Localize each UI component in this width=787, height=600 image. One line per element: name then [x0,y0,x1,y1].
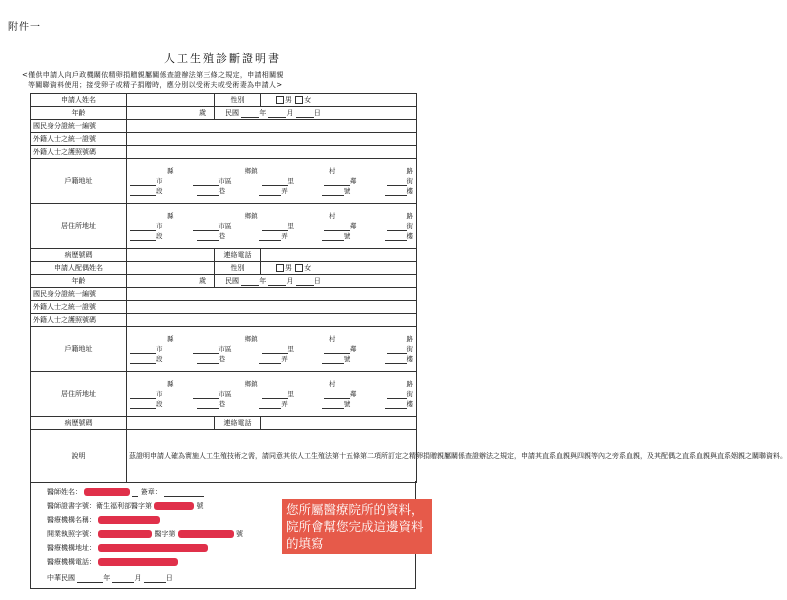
applicant-gender-label: 性別 [215,94,261,107]
issue-month-label: 月 [134,574,142,582]
address-part [387,389,414,399]
address-word: 街 [406,222,413,230]
redacted-practice-number [178,530,234,538]
blank-underline[interactable] [296,278,314,286]
applicant-national-id-field[interactable] [127,120,417,133]
address-word: 號 [343,400,351,408]
address-word: 市區 [218,345,232,353]
address-part [259,231,288,241]
address-word: 村 [328,335,336,343]
address-part [262,221,295,231]
address-part [259,354,288,364]
spouse-gender-options [261,262,417,275]
spouse-age-label: 年齡 [31,275,127,288]
spouse-foreign-uniform-field[interactable] [127,301,417,314]
address-part [387,344,414,354]
applicant-female-label: 女 [304,96,312,104]
address-word: 市 [156,390,163,398]
spouse-gender-label: 性別 [215,262,261,275]
address-part [387,176,414,186]
blank-underline[interactable] [324,391,350,399]
blank-underline[interactable] [197,188,219,196]
address-word: 鄉鎮 [244,212,258,220]
address-word: 村 [328,167,336,175]
address-word: 路 [406,212,414,220]
address-word: 樓 [406,400,413,408]
issue-month-field[interactable] [112,575,134,583]
practice-license-middle: 醫字第 [154,530,176,538]
blank-underline[interactable] [387,178,407,186]
address-part [130,344,163,354]
annex-label: 附件一 [8,22,41,33]
blank-underline[interactable] [387,346,407,354]
issue-year-field[interactable] [77,575,103,583]
address-word: 路 [406,380,414,388]
applicant-household-label: 戶籍地址 [31,159,127,204]
address-part [387,221,414,231]
address-part [262,389,295,399]
blank-underline[interactable] [322,401,344,409]
address-word: 鄰 [350,222,357,230]
spouse-female-label: 女 [304,264,312,272]
applicant-foreign-uniform-field[interactable] [127,133,417,146]
address-word: 弄 [281,187,288,195]
address-part [322,186,351,196]
spouse-residence-address[interactable] [127,372,417,417]
address-part [324,221,357,231]
address-word: 里 [287,390,294,398]
address-line [127,211,416,221]
institution-name-row [47,515,160,525]
blank-underline[interactable] [130,223,156,231]
address-word: 弄 [281,355,288,363]
address-word: 巷 [218,187,226,195]
certificate-form-table [30,93,787,483]
applicant-age-field[interactable] [127,107,215,120]
address-part [130,389,163,399]
annotation-callout: 您所屬醫療院所的資料，院所會幫您完成這邊資料的填寫 [282,499,432,554]
practice-license-suffix: 號 [235,530,243,538]
address-word: 段 [156,400,163,408]
address-line [127,354,416,364]
address-line [127,379,416,389]
explanation-label: 說明 [31,430,127,483]
address-word: 巷 [218,232,226,240]
spouse-contact-label: 連絡電話 [215,417,261,430]
blank-underline[interactable] [385,188,407,196]
institution-phone-label: 醫療機構電話： [47,558,96,566]
issue-day-label: 日 [165,574,173,582]
address-part [262,344,295,354]
blank-underline[interactable] [193,391,219,399]
applicant-contact-field[interactable] [261,249,417,262]
physician-name-row [47,487,204,497]
address-part [259,399,288,409]
address-part [259,186,288,196]
applicant-national-id-label: 國民身分證統一編號 [31,120,127,133]
document-title: 人工生殖診斷證明書 [164,52,281,65]
address-part [130,221,163,231]
applicant-name-field[interactable] [127,94,215,107]
address-part [322,354,351,364]
spouse-male-label: 男 [285,264,292,272]
blank-underline[interactable] [324,178,350,186]
address-line [127,186,416,196]
address-word: 段 [156,187,163,195]
issue-year-label: 年 [103,574,111,582]
redacted-institution-address [98,544,208,552]
applicant-male-checkbox[interactable] [276,96,284,104]
address-line [127,176,416,186]
blank-underline[interactable] [130,346,156,354]
address-word: 鄰 [350,177,357,185]
address-word: 村 [328,380,336,388]
address-part [324,176,357,186]
applicant-name-label: 申請人姓名 [31,94,127,107]
applicant-foreign-passport-label: 外籍人士之護照號碼 [31,146,127,159]
applicant-record-field[interactable] [127,249,215,262]
address-part [193,344,232,354]
blank-underline[interactable] [241,110,259,118]
spouse-national-id-label: 國民身分證統一編號 [31,288,127,301]
address-part [130,186,163,196]
address-word: 縣 [167,335,174,343]
address-word: 縣 [167,380,174,388]
address-part [193,221,232,231]
blank-underline[interactable] [322,188,344,196]
address-part [130,399,163,409]
blank-underline[interactable] [296,110,314,118]
usage-note-line-2: 等關聯資料使用；接受卵子或精子捐贈時，應分別以受術夫或受術妻為申請人> [28,81,283,89]
spouse-age-field[interactable] [127,275,215,288]
address-word: 號 [343,355,351,363]
address-part [130,231,163,241]
address-part [130,176,163,186]
address-line [127,389,416,399]
blank-underline[interactable] [262,178,288,186]
blank-underline[interactable] [262,346,288,354]
address-word: 路 [406,335,414,343]
address-part [322,231,351,241]
spouse-record-field[interactable] [127,417,215,430]
address-word: 縣 [167,212,174,220]
address-word: 段 [156,232,163,240]
spouse-male-checkbox[interactable] [276,264,284,272]
blank-underline[interactable] [324,223,350,231]
blank-underline[interactable] [130,188,156,196]
blank-underline[interactable] [197,356,219,364]
address-part [324,344,357,354]
address-word: 村 [328,212,336,220]
address-line [127,166,416,176]
address-word: 市區 [218,177,232,185]
spouse-birth-day: 日 [313,277,321,285]
blank-underline[interactable] [193,178,219,186]
blank-underline[interactable] [385,401,407,409]
address-line [127,344,416,354]
blank-underline[interactable] [322,233,344,241]
blank-underline[interactable] [322,356,344,364]
address-part [197,354,226,364]
blank-underline[interactable] [130,178,156,186]
issue-day-field[interactable] [144,575,166,583]
redacted-physician-name [84,488,130,496]
blank-underline[interactable] [130,233,156,241]
applicant-gender-options [261,94,417,107]
issue-date-prefix: 中華民國 [47,574,75,582]
physician-license-suffix: 號 [196,502,204,510]
redacted-license-number [154,502,194,510]
address-word: 縣 [167,167,174,175]
address-word: 段 [156,355,163,363]
applicant-household-address[interactable] [127,159,417,204]
institution-address-row [47,543,208,553]
physician-sign-field[interactable] [164,489,204,497]
spouse-birth-prefix: 民國 [225,277,239,285]
physician-sign-label: 簽章： [140,488,162,496]
address-line [127,231,416,241]
address-part [193,176,232,186]
spouse-record-label: 病歷號碼 [31,417,127,430]
address-word: 市 [156,177,163,185]
spouse-female-checkbox[interactable] [295,264,303,272]
applicant-residence-label: 居住所地址 [31,204,127,249]
address-word: 里 [287,222,294,230]
address-part [197,186,226,196]
address-word: 鄉鎮 [244,380,258,388]
address-part [385,186,414,196]
blank-underline[interactable] [130,391,156,399]
institution-address-label: 醫療機構地址： [47,544,96,552]
address-word: 樓 [406,187,413,195]
applicant-foreign-uniform-label: 外籍人士之統一證號 [31,133,127,146]
address-part [262,176,295,186]
address-part [385,231,414,241]
address-word: 街 [406,390,413,398]
address-line [127,399,416,409]
address-line [127,334,416,344]
spouse-national-id-field[interactable] [127,288,417,301]
spouse-birth-month: 月 [286,277,294,285]
spouse-household-label: 戶籍地址 [31,327,127,372]
address-word: 里 [287,345,294,353]
applicant-contact-label: 連絡電話 [215,249,261,262]
spouse-age-unit: 歲 [199,277,206,285]
blank-underline[interactable] [268,278,286,286]
institution-phone-row [47,557,178,567]
address-part [385,399,414,409]
blank-underline[interactable] [259,188,281,196]
spouse-residence-label: 居住所地址 [31,372,127,417]
blank-underline[interactable] [259,356,281,364]
blank-underline[interactable] [197,401,219,409]
address-word: 弄 [281,232,288,240]
blank-underline[interactable] [385,356,407,364]
address-word: 鄰 [350,345,357,353]
age-unit: 歲 [199,109,206,117]
address-word: 號 [343,187,351,195]
address-word: 弄 [281,400,288,408]
institution-name-label: 醫療機構名稱： [47,516,96,524]
blank-underline[interactable] [387,391,407,399]
blank-underline[interactable] [130,356,156,364]
address-word: 里 [287,177,294,185]
address-part [197,231,226,241]
applicant-birthdate-field[interactable] [215,107,417,120]
spouse-birth-year: 年 [259,277,267,285]
address-word: 市區 [218,222,232,230]
applicant-age-label: 年齡 [31,107,127,120]
blank-underline[interactable] [324,346,350,354]
usage-note [22,70,422,90]
blank-underline[interactable] [262,223,288,231]
address-word: 巷 [218,355,226,363]
applicant-female-checkbox[interactable] [295,96,303,104]
birth-prefix: 民國 [225,109,239,117]
blank-underline[interactable] [385,233,407,241]
applicant-foreign-passport-field[interactable] [127,146,417,159]
blank-underline[interactable] [197,233,219,241]
redacted-practice-prefix [98,530,152,538]
address-word: 市 [156,345,163,353]
address-part [130,354,163,364]
birth-year: 年 [259,109,267,117]
blank-underline[interactable] [387,223,407,231]
physician-name-label: 醫師姓名： [47,488,82,496]
blank-underline[interactable] [193,223,219,231]
address-part [322,399,351,409]
address-word: 市區 [218,390,232,398]
practice-license-label: 開業執照字號： [47,530,96,538]
spouse-name-field[interactable] [127,262,215,275]
spouse-birthdate-field[interactable] [215,275,417,288]
redacted-institution-phone [98,558,178,566]
address-part [324,389,357,399]
explanation-text: 茲證明申請人確為實施人工生殖技術之需，請同意其依人工生殖法第十五條第二項所訂定之精卵捐贈親屬關係查證辦法之規定，申請其直系血親與四親等內之旁系血親，及其配偶之直系血親與直系姻親之關聯資料。 [127,430,417,483]
applicant-record-label: 病歷號碼 [31,249,127,262]
spouse-foreign-passport-field[interactable] [127,314,417,327]
spouse-name-label: 申請人配偶姓名 [31,262,127,275]
address-word: 路 [406,167,414,175]
spouse-contact-field[interactable] [261,417,417,430]
address-word: 鄉鎮 [244,167,258,175]
blank-underline[interactable] [259,401,281,409]
address-line [127,221,416,231]
address-word: 街 [406,177,413,185]
address-word: 樓 [406,232,413,240]
blank-underline[interactable] [262,391,288,399]
redacted-institution-name [98,516,160,524]
blank-underline[interactable] [241,278,259,286]
spouse-household-address[interactable] [127,327,417,372]
physician-license-label: 醫師證書字號：衛生福利部醫字第 [47,502,152,510]
address-word: 巷 [218,400,226,408]
issue-date-row [47,573,173,583]
applicant-male-label: 男 [285,96,292,104]
blank-underline[interactable] [268,110,286,118]
spouse-foreign-passport-label: 外籍人士之護照號碼 [31,314,127,327]
blank-underline[interactable] [130,401,156,409]
birth-day: 日 [313,109,321,117]
address-word: 鄰 [350,390,357,398]
address-part [193,389,232,399]
address-word: 號 [343,232,351,240]
birth-month: 月 [286,109,294,117]
address-word: 樓 [406,355,413,363]
practice-license-row [47,529,243,539]
blank-underline[interactable] [193,346,219,354]
applicant-residence-address[interactable] [127,204,417,249]
address-word: 街 [406,345,413,353]
address-word: 鄉鎮 [244,335,258,343]
physician-license-row [47,501,203,511]
blank-underline[interactable] [132,489,138,497]
spouse-foreign-uniform-label: 外籍人士之統一證號 [31,301,127,314]
blank-underline[interactable] [259,233,281,241]
address-part [385,354,414,364]
address-part [197,399,226,409]
usage-note-line-1: <僅供申請人向戶政機關依精卵捐贈親屬關係查證辦法第三條之規定，申請相關親 [22,71,284,79]
address-word: 市 [156,222,163,230]
